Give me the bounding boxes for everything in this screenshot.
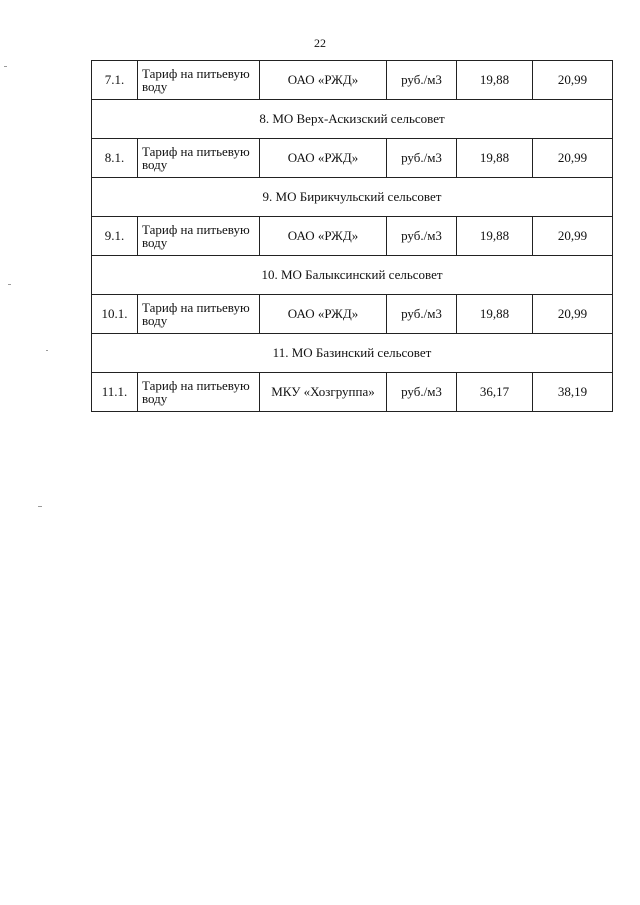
- table-row-11-1: [92, 373, 613, 412]
- tariff-name: Тариф на питьевую воду: [138, 61, 260, 100]
- organization: ОАО «РЖД»: [260, 139, 387, 178]
- organization: МКУ «Хозгруппа»: [260, 373, 387, 412]
- tariff-value-1: 19,88: [457, 217, 533, 256]
- tariff-name: Тариф на питьевую воду: [138, 217, 260, 256]
- organization: ОАО «РЖД»: [260, 295, 387, 334]
- tariff-value-1: 19,88: [457, 295, 533, 334]
- tariff-name: Тариф на питьевую воду: [138, 373, 260, 412]
- table-row-9-1: [92, 217, 613, 256]
- scan-artifact: [8, 284, 11, 285]
- table-row-8-1: [92, 139, 613, 178]
- scan-artifact: [46, 350, 48, 351]
- scan-artifact: [4, 66, 7, 67]
- section-row-10: [92, 256, 613, 295]
- table-row-10-1: [92, 295, 613, 334]
- unit: руб./м3: [387, 217, 457, 256]
- organization: ОАО «РЖД»: [260, 61, 387, 100]
- unit: руб./м3: [387, 61, 457, 100]
- row-number: 7.1.: [92, 61, 138, 100]
- section-row-8: [92, 100, 613, 139]
- unit: руб./м3: [387, 373, 457, 412]
- organization: ОАО «РЖД»: [260, 217, 387, 256]
- tariff-value-1: 19,88: [457, 61, 533, 100]
- section-row-11: [92, 334, 613, 373]
- tariff-value-1: 36,17: [457, 373, 533, 412]
- row-number: 9.1.: [92, 217, 138, 256]
- row-number: 10.1.: [92, 295, 138, 334]
- section-title: 11. МО Базинский сельсовет: [92, 334, 613, 373]
- tariff-value-2: 20,99: [533, 61, 613, 100]
- tariff-name: Тариф на питьевую воду: [138, 139, 260, 178]
- section-title: 8. МО Верх-Аскизский сельсовет: [92, 100, 613, 139]
- section-row-9: [92, 178, 613, 217]
- table-row-7-1: [92, 61, 613, 100]
- section-title: 9. МО Бирикчульский сельсовет: [92, 178, 613, 217]
- tariff-value-2: 38,19: [533, 373, 613, 412]
- section-title: 10. МО Балыксинский сельсовет: [92, 256, 613, 295]
- row-number: 11.1.: [92, 373, 138, 412]
- tariff-name: Тариф на питьевую воду: [138, 295, 260, 334]
- tariff-value-1: 19,88: [457, 139, 533, 178]
- unit: руб./м3: [387, 295, 457, 334]
- tariff-value-2: 20,99: [533, 295, 613, 334]
- scan-artifact: [38, 506, 42, 507]
- page-number: 22: [314, 36, 326, 50]
- tariff-table: [91, 60, 613, 412]
- tariff-value-2: 20,99: [533, 139, 613, 178]
- row-number: 8.1.: [92, 139, 138, 178]
- unit: руб./м3: [387, 139, 457, 178]
- tariff-value-2: 20,99: [533, 217, 613, 256]
